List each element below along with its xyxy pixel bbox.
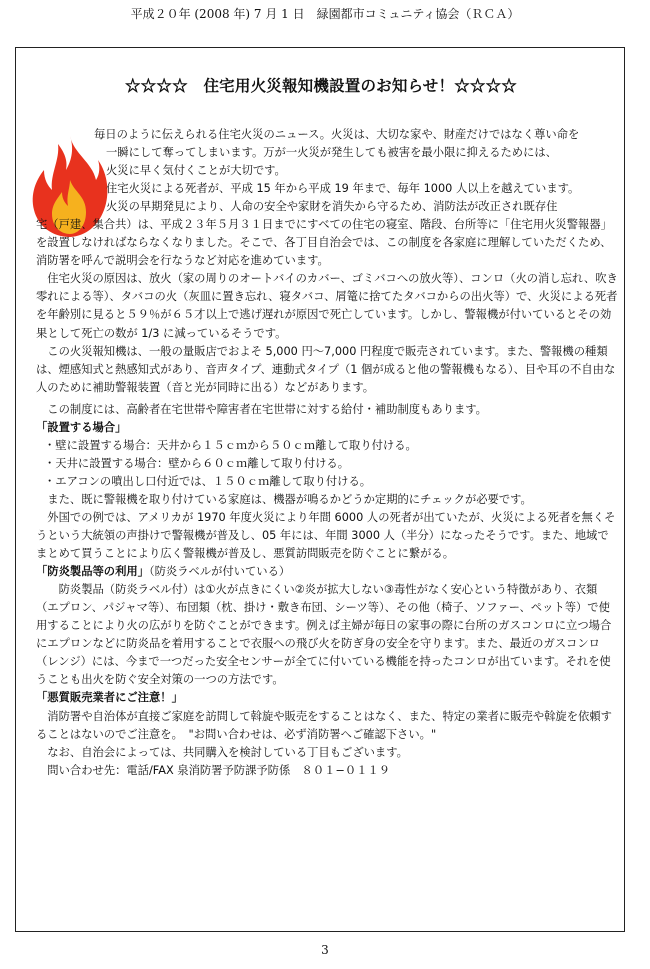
paragraph: 火災の早期発見により、人命の安全や家財を消失から守るため、消防法が改正され既存住	[106, 200, 558, 214]
paragraph: この火災報知機は、一般の量販店でおよそ 5,000 円～7,000 円程度で販売されています。また、警報機の種類は、煙感知式と熱感知式があり、音声タイプ、連動式タイプ（1 個が成ると他の警報機もなる）、目や耳の不自由な人のために補助警報装置（音と光が同時に出る）などがあります。	[36, 344, 616, 394]
page-header: 平成２０年 (2008 年) 7 月 1 日 緑園都市コミュニティ協会（ＲＣＡ）	[130, 7, 520, 21]
notice-frame	[15, 47, 625, 932]
paragraph: また、既に警報機を取り付けている家庭は、機器が鳴るかどうか定期的にチェックが必要です。	[47, 492, 532, 506]
paragraph: なお、自治会によっては、共同購入を検討している丁目もございます。	[47, 745, 408, 759]
paragraph: 消防署や自治体が直接ご家庭を訪問して斡旋や販売をすることはなく、また、特定の業者に販売や斡旋を依頼することはないのでご注意を。 "お問い合わせは、必ず消防署へご確認下さい。"	[36, 709, 612, 741]
section-heading: 「悪質販売業者にご注意！」	[36, 691, 183, 705]
paragraph: 住宅火災による死者が、平成 15 年から平成 19 年まで、毎年 1000 人以上を越えています。	[106, 182, 580, 196]
paragraph: 防炎製品（防炎ラベル付）は①火が点きにくい②炎が拡大しない③毒性がなく安心という特徴があり、衣類（エプロン、パジャマ等）、布団類（枕、掛け・敷き布団、シーツ等）、その他（椅子、ソファー、ペット等）で使用することにより火の広がりを防ぐことができます。例えば主婦が毎日の家事の際に台所のガスコンロに立つ場合にエプロンなどに防炎品を着用することで衣服への飛び火を防ぎ身の安全を守ります。また、最近のガスコンロ（レンジ）には、今まで一つだった安全センサーが全てに付いている機能を持ったコンロが出ています。それを使うことも出火を防ぐ安全対策の一つの方法です。	[36, 583, 612, 687]
paragraph: 住宅火災の原因は、放火（家の周りのオートバイのカバー、ゴミバコへの放火等）、コンロ（火の消し忘れ、吹き零れによる等）、タバコの火（灰皿に置き忘れ、寝タバコ、屑篭に捨てたタバコからの出火等）で、火災による死者を年齢別に見ると５９％が６５才以上で逃げ遅れが原因で死亡しています。しかし、警報機が付いているとその効果として死亡の数が 1/3 に減っているそうです。	[36, 272, 618, 340]
paragraph: 毎日のように伝えられる住宅火災のニュース。火災は、大切な家や、財産だけではなく尊い命を	[94, 128, 580, 141]
contact-info: 問い合わせ先：電話/FAX 泉消防署予防課予防係 ８０１−０１１９	[47, 763, 391, 777]
page-number: 3	[321, 943, 329, 957]
section-note: （防炎ラベルが付いている）	[148, 565, 291, 579]
paragraph: 宅（戸建、集合共）は、平成２３年５月３１日までにすべての住宅の寝室、階段、台所等に「住宅用火災警報器」を設置しなければならなくなりました。そこで、各丁目自治会では、この制度を各家庭に理解していただくため、消防署を呼んで説明会を行なうなど対応を進めています。	[36, 218, 612, 268]
paragraph: 外国での例では、アメリカが 1970 年度火災により年間 6000 人の死者が出ていたが、火災による死者を無くそうという大統領の声掛けで警報機が普及し、05 年には、年間 3000 人（半分）になったそうです。また、地域でまとめて買うことにより広く警報機が普及し、悪質訪問販売を防ぐことに繋がる。	[36, 510, 616, 561]
section-heading: 「防炎製品等の利用」	[36, 565, 149, 579]
paragraph: 一瞬にして奪ってしまいます。万が一火災が発生しても被害を最小限に抑えるためには、	[106, 146, 557, 160]
notice-body	[36, 126, 619, 780]
section-heading: 「設置する場合」	[36, 420, 127, 434]
section-heading-row	[36, 563, 619, 581]
notice-title: ☆☆☆☆ 住宅用火災報知機設置のお知らせ！☆☆☆☆	[124, 76, 518, 95]
paragraph: この制度には、高齢者在宅世帯や障害者在宅世帯に対する給付・補助制度もあります。	[47, 402, 487, 416]
list-item: ・エアコンの噴出し口付近では、１５０ｃｍ離して取り付ける。	[44, 474, 372, 488]
list-item: ・天井に設置する場合：壁から６０ｃｍ離して取り付ける。	[44, 456, 350, 470]
list-item: ・壁に設置する場合：天井から１５ｃｍから５０ｃｍ離して取り付ける。	[44, 438, 417, 452]
paragraph: 火災に早く気付くことが大切です。	[106, 164, 286, 178]
